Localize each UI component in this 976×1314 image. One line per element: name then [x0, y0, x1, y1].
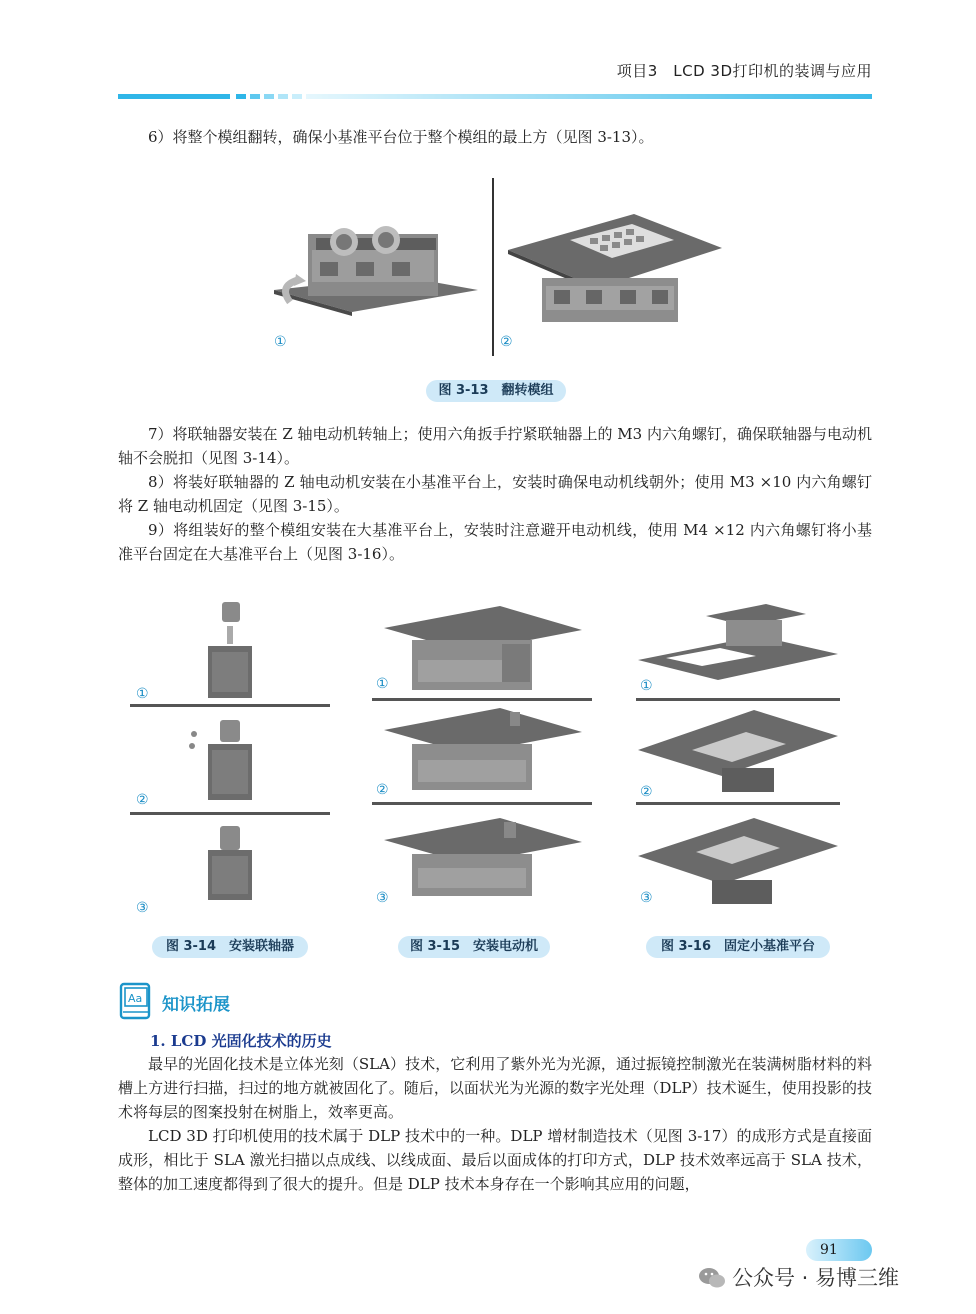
fig315-label-1: ①: [376, 676, 389, 692]
figure-3-15-caption: 图 3-15 安装电动机: [398, 936, 550, 958]
fig316-label-3: ③: [640, 890, 653, 906]
figure-3-13-caption: 图 3-13 翻转模组: [426, 380, 566, 402]
knowledge-section-title: 知识拓展: [162, 995, 230, 1015]
step-9-text: 9）将组装好的整个模组安装在大基准平台上，安装时注意避开电动机线，使用 M4 ×12 内六角螺钉将小基准平台固定在大基准平台上（见图 3-16）。: [118, 521, 872, 563]
install-motor-illustration: [372, 600, 592, 916]
knowledge-icon-text: Aa: [128, 992, 143, 1005]
fig313-label-2: ②: [500, 334, 513, 350]
figure-3-14-caption: 图 3-14 安装联轴器: [152, 936, 308, 958]
step-8-text: 8）将装好联轴器的 Z 轴电动机安装在小基准平台上，安装时确保电动机线朝外；使用 M3 ×10 内六角螺钉将 Z 轴电动机固定（见图 3-15）。: [118, 473, 872, 515]
step-7-text: 7）将联轴器安装在 Z 轴电动机转轴上；使用六角扳手拧紧联轴器上的 M3 内六角螺钉，确保联轴器与电动机轴不会脱扣（见图 3-14）。: [118, 425, 872, 467]
figure-3-14: [130, 598, 330, 918]
fig314-label-3: ③: [136, 900, 149, 916]
fig316-label-2: ②: [640, 784, 653, 800]
fig313-label-1: ①: [274, 334, 287, 350]
knowledge-subtitle: 1. LCD 光固化技术的历史: [150, 1032, 332, 1050]
header-decorative-bar: [118, 94, 872, 100]
watermark-text: 公众号 · 易博三维: [732, 1266, 900, 1290]
running-header: 项目3 LCD 3D打印机的装调与应用: [616, 62, 872, 80]
fig315-label-2: ②: [376, 782, 389, 798]
step-6-text: 6）将整个模组翻转，确保小基准平台位于整个模组的最上方（见图 3-13）。: [148, 128, 654, 146]
fig315-label-3: ③: [376, 890, 389, 906]
figure-3-16-caption: 图 3-16 固定小基准平台: [646, 936, 830, 958]
wechat-icon: [698, 1266, 726, 1290]
fig314-label-2: ②: [136, 792, 149, 808]
knowledge-book-icon: [118, 982, 154, 1022]
figure-3-13: [260, 178, 730, 356]
knowledge-paragraph-2: LCD 3D 打印机使用的技术属于 DLP 技术中的一种。DLP 增材制造技术（见图 3-17）的成形方式是直接面成形，相比于 SLA 激光扫描以点成线、以线成面、最后以面成体的打印方式，DLP 技术效率远高于 SLA 技术，整体的加工速度都得到了很大的提升。但是 DLP 技术本身存在一个影响其应用的问题，: [118, 1127, 872, 1193]
knowledge-paragraph-1: 最早的光固化技术是立体光刻（SLA）技术，它利用了紫外光为光源，通过振镜控制激光在装满树脂材料的料槽上方进行扫描，扫过的地方就被固化了。随后，以面状光为光源的数字光处理（DLP）技术诞生，使用投影的技术将每层的图案投射在树脂上，效率更高。: [118, 1055, 872, 1121]
flip-module-illustration: [260, 178, 730, 356]
fig316-label-1: ①: [640, 678, 653, 694]
figure-3-15: [372, 600, 592, 916]
page-number: 91: [806, 1239, 872, 1261]
fig314-label-1: ①: [136, 686, 149, 702]
fix-small-platform-illustration: [636, 600, 840, 916]
install-coupling-illustration: [130, 598, 330, 918]
figure-3-16: [636, 600, 840, 916]
